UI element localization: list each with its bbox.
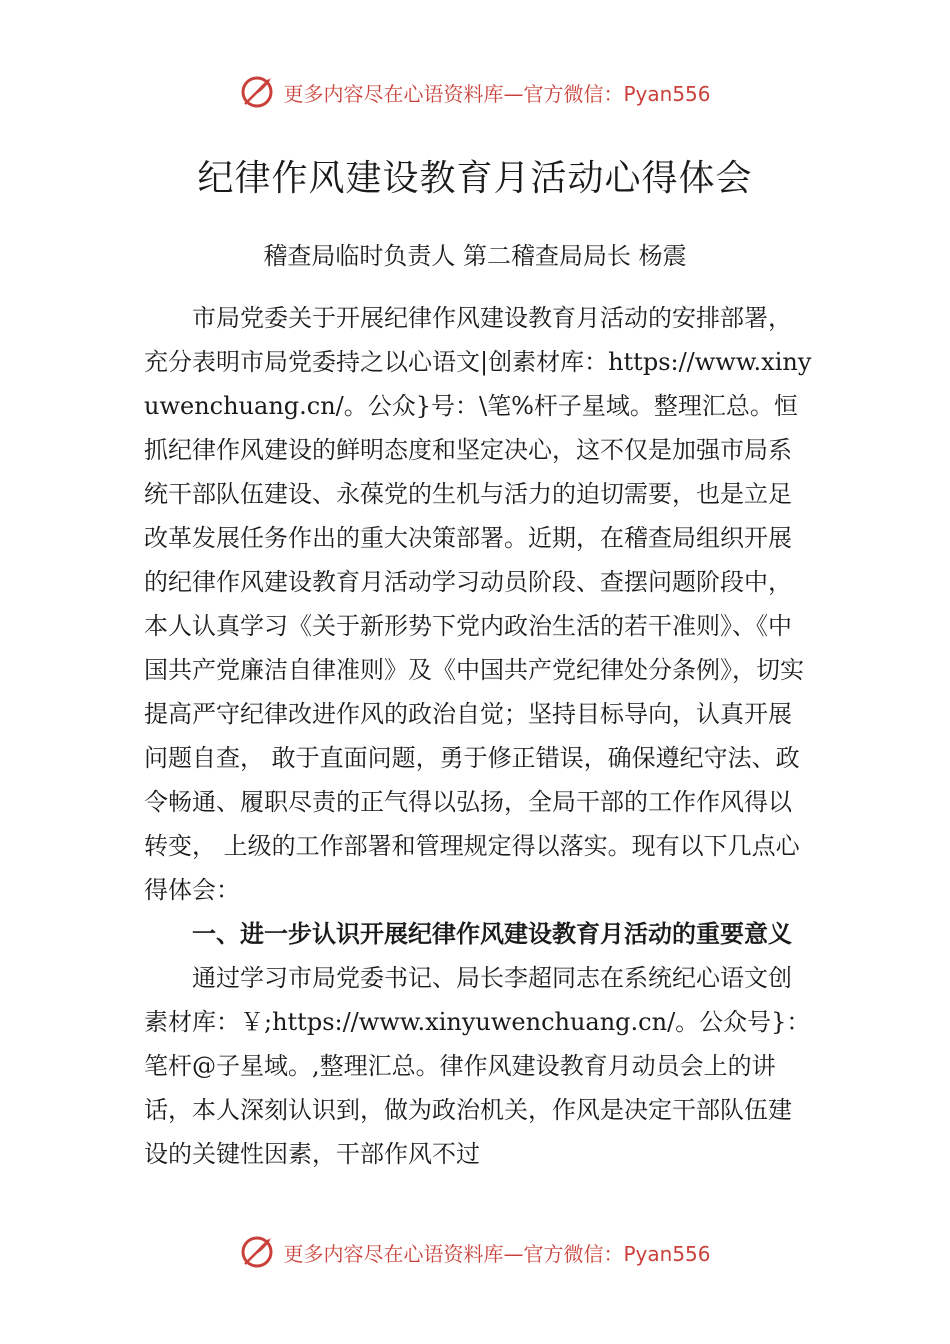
section-heading: 一、进一步认识开展纪律作风建设教育月活动的重要意义 (192, 920, 792, 948)
banner-text: 更多内容尽在心语资料库—官方微信：Pyan556 (283, 1241, 711, 1266)
paragraph: 市局党委关于开展纪律作风建设教育月活动的安排部署，充分表明市局党委持之以心语文|创素材库：https://www.xinyuwenchuang.cn/。公众}号：\笔%杆子星域。整理汇总。恒抓纪律作风建设的鲜明态度和坚定决心，这不仅是加强市局系统干部队伍建设、永葆党的生机与活力的迫切需要，也是立足改革发展任务作出的重大决策部署。近期，在稽查局组织开展的纪律作风建设教育月活动学习动员阶段、查摆问题阶段中，本人认真学习《关于新形势下党内政治生活的若干准则》、《中国共产党廉洁自律准则》及《中国共产党纪律处分条例》，切实提高严守纪律改进作风的政治自觉；坚持目标导向，认真开展问题自查， 敢于直面问题，勇于修正错误，确保遵纪守法、政令畅通、履职尽责的正气得以弘扬，全局干部的工作作风得以转变， 上级的工作部署和管理规定得以落实。现有以下几点心得体会： (144, 304, 812, 904)
footer-banner (0, 1232, 950, 1272)
quill-seal-icon (239, 74, 275, 110)
document-author: 稽查局临时负责人 第二稽查局局长 杨震 (263, 242, 687, 270)
header-banner (0, 72, 950, 112)
paragraph: 通过学习市局党委书记、局长李超同志在系统纪心语文创素材库：￥;https://www.xinyuwenchuang.cn/。公众号}：笔杆@子星域。,整理汇总。律作风建设教育月动员会上的讲话，本人深刻认识到，做为政治机关，作风是决定干部队伍建设的关键性因素，干部作风不过 (144, 964, 811, 1168)
wechat-id: Pyan556 (623, 1241, 711, 1266)
document-title: 纪律作风建设教育月活动心得体会 (197, 158, 753, 199)
quill-seal-icon (239, 1234, 275, 1270)
document-body (144, 296, 814, 1176)
banner-text: 更多内容尽在心语资料库—官方微信：Pyan556 (283, 81, 711, 106)
wechat-id: Pyan556 (623, 81, 711, 106)
